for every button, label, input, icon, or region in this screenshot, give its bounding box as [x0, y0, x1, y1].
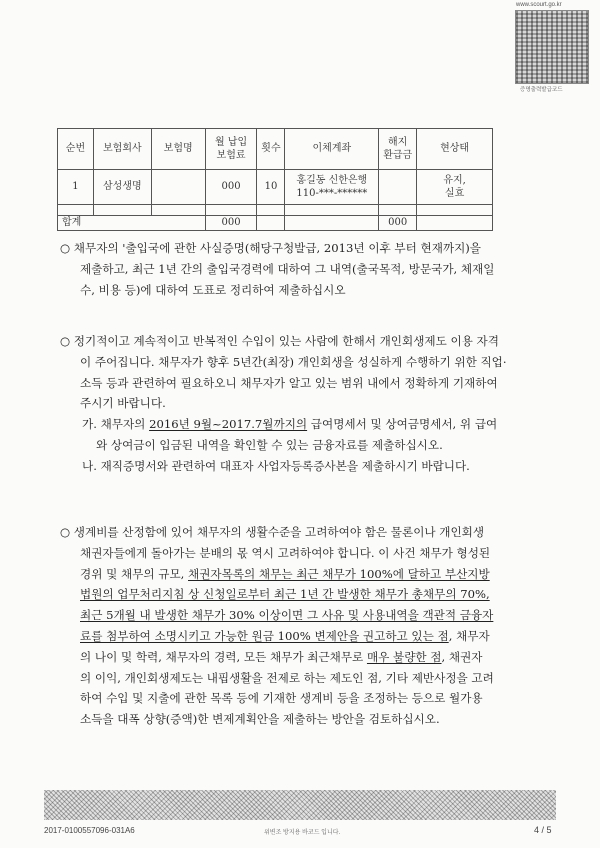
total-premium: 000: [205, 216, 257, 231]
paragraph-line: 료를 첨부하여 소명시키고 가능한 원금 100% 변제안을 권고하고 있는 점, 채무자: [80, 628, 490, 643]
header-account: 이체계좌: [285, 129, 379, 170]
paragraph-line: 하여 수입 및 지출에 관한 목록 등에 기재한 생계비 등을 조정하는 등으로 월가용: [80, 691, 483, 706]
table-header-row: [58, 129, 493, 170]
header-status: 현상태: [417, 129, 493, 170]
table-total-row: [58, 216, 493, 231]
paragraph-line: 의 이익, 개인회생제도는 내핍생활을 전제로 하는 제도인 점, 기타 제반사정을 고려: [80, 670, 494, 685]
paragraph-line: 의 나이 및 학력, 채무자의 경력, 모든 채무가 최근채무로 매우 불량한 점, 채권자: [80, 649, 483, 664]
header-company: 보험회사: [93, 129, 151, 170]
header-product: 보험명: [151, 129, 205, 170]
paragraph-line: 제출하고, 최근 1년 간의 출입국경력에 대하여 그 내역(출국목적, 방문국가, 체재일: [80, 261, 495, 276]
cell-status: [417, 170, 493, 205]
header-premium-line1: 월 납입: [214, 136, 248, 148]
cell-product: [151, 170, 205, 205]
cell-refund: [379, 170, 417, 205]
paragraph-line: 법원의 업무처리지침 상 신청일로부터 최근 1년 간 발생한 채무가 총채무의 70%,: [80, 587, 490, 602]
paragraph-line: ○ 채무자의 '출입국에 관한 사실증명(해당구청발급, 2013년 이후 부터 현재까지)을: [60, 241, 482, 255]
cell-account-line2: 110-***-******: [296, 188, 368, 199]
period-highlight: 2016년 9월~2017.7월까지의: [149, 417, 308, 432]
cell-company: 삼성생명: [93, 170, 151, 205]
cell-status-line2: 실효: [444, 188, 465, 199]
total-refund: 000: [379, 216, 417, 231]
document-number: 2017-0100557096-031A6: [44, 826, 135, 835]
paragraph-line: 채권자들에게 돌아가는 분배의 몫 역시 고려하여야 합니다. 이 사건 채무가 형성된: [80, 545, 491, 560]
paragraph-line: 소득 등과 관련하여 필요하오니 채무자가 알고 있는 범위 내에서 정확하게 기재하여: [80, 375, 498, 390]
cell-status-line1: 유지,: [443, 174, 466, 186]
paragraph-line: 경위 및 채무의 규모, 채권자목록의 채무는 최근 채무가 100%에 달하고 부산지방: [80, 566, 490, 581]
paragraph-line: 소득을 대폭 상향(증액)한 변제계획안을 제출하는 방안을 검토하십시오.: [80, 712, 440, 727]
anti-forgery-barcode: [44, 790, 556, 820]
header-premium: [205, 129, 257, 170]
table-empty-row: [58, 205, 493, 216]
site-url: www.scourt.go.kr: [516, 2, 562, 8]
section-living-expenses: [60, 522, 494, 730]
item-na: 나. 재직증명서와 관련하여 대표자 사업자등록증사본을 제출하시기 바랍니다.: [82, 458, 470, 473]
item-ga: 가. 채무자의 2016년 9월~2017.7월까지의 급여명세서 및 상여금명세서, 위 급여: [82, 417, 498, 432]
header-refund: [379, 129, 417, 170]
paragraph-line: ○ 정기적이고 계속적이고 반복적인 수입이 있는 사람에 한해서 개인회생제도 이용 자격: [60, 334, 499, 348]
cell-account: [285, 170, 379, 205]
header-premium-line2: 보험료: [216, 150, 246, 161]
header-refund-line2: 환급금: [383, 150, 413, 161]
cell-seq: 1: [58, 170, 94, 205]
paragraph-line: 주시기 바랍니다.: [80, 396, 166, 411]
cell-count: 10: [257, 170, 285, 205]
section-travel-history: [60, 238, 495, 300]
header-count: 횟수: [257, 129, 285, 170]
header-refund-line1: 해지: [388, 136, 408, 148]
paragraph-line: 최근 5개월 내 발생한 채무가 30% 이상이면 그 사유 및 사용내역을 객관적 금융자: [80, 608, 494, 623]
barcode-image: [515, 10, 589, 84]
barcode-caption: 증명출력발급코드: [520, 87, 563, 93]
cell-premium: 000: [205, 170, 257, 205]
paragraph-line: 수, 비용 등)에 대하여 도표로 정리하여 제출하십시오: [80, 282, 346, 297]
barcode-note: 위변조 방지용 바코드 입니다.: [264, 830, 341, 836]
header-seq: 순번: [58, 129, 94, 170]
paragraph-line: ○ 생계비를 산정함에 있어 채무자의 생활수준을 고려하여야 함은 물론이나 개인회생: [60, 525, 485, 539]
insurance-table: [57, 128, 493, 231]
section-income-eligibility: [60, 331, 507, 477]
page-number: 4 / 5: [534, 825, 552, 835]
cell-account-line1: 홍길동 신한은행: [296, 174, 368, 186]
total-label: 합계: [58, 216, 206, 231]
item-ga-line2: 와 상여금이 입금된 내역을 확인할 수 있는 금융자료를 제출하십시오.: [96, 437, 443, 452]
table-row: [58, 170, 493, 205]
paragraph-line: 이 주어집니다. 채무자가 향후 5년간(최장) 개인회생을 성실하게 수행하기 위한 직업·: [80, 354, 507, 369]
